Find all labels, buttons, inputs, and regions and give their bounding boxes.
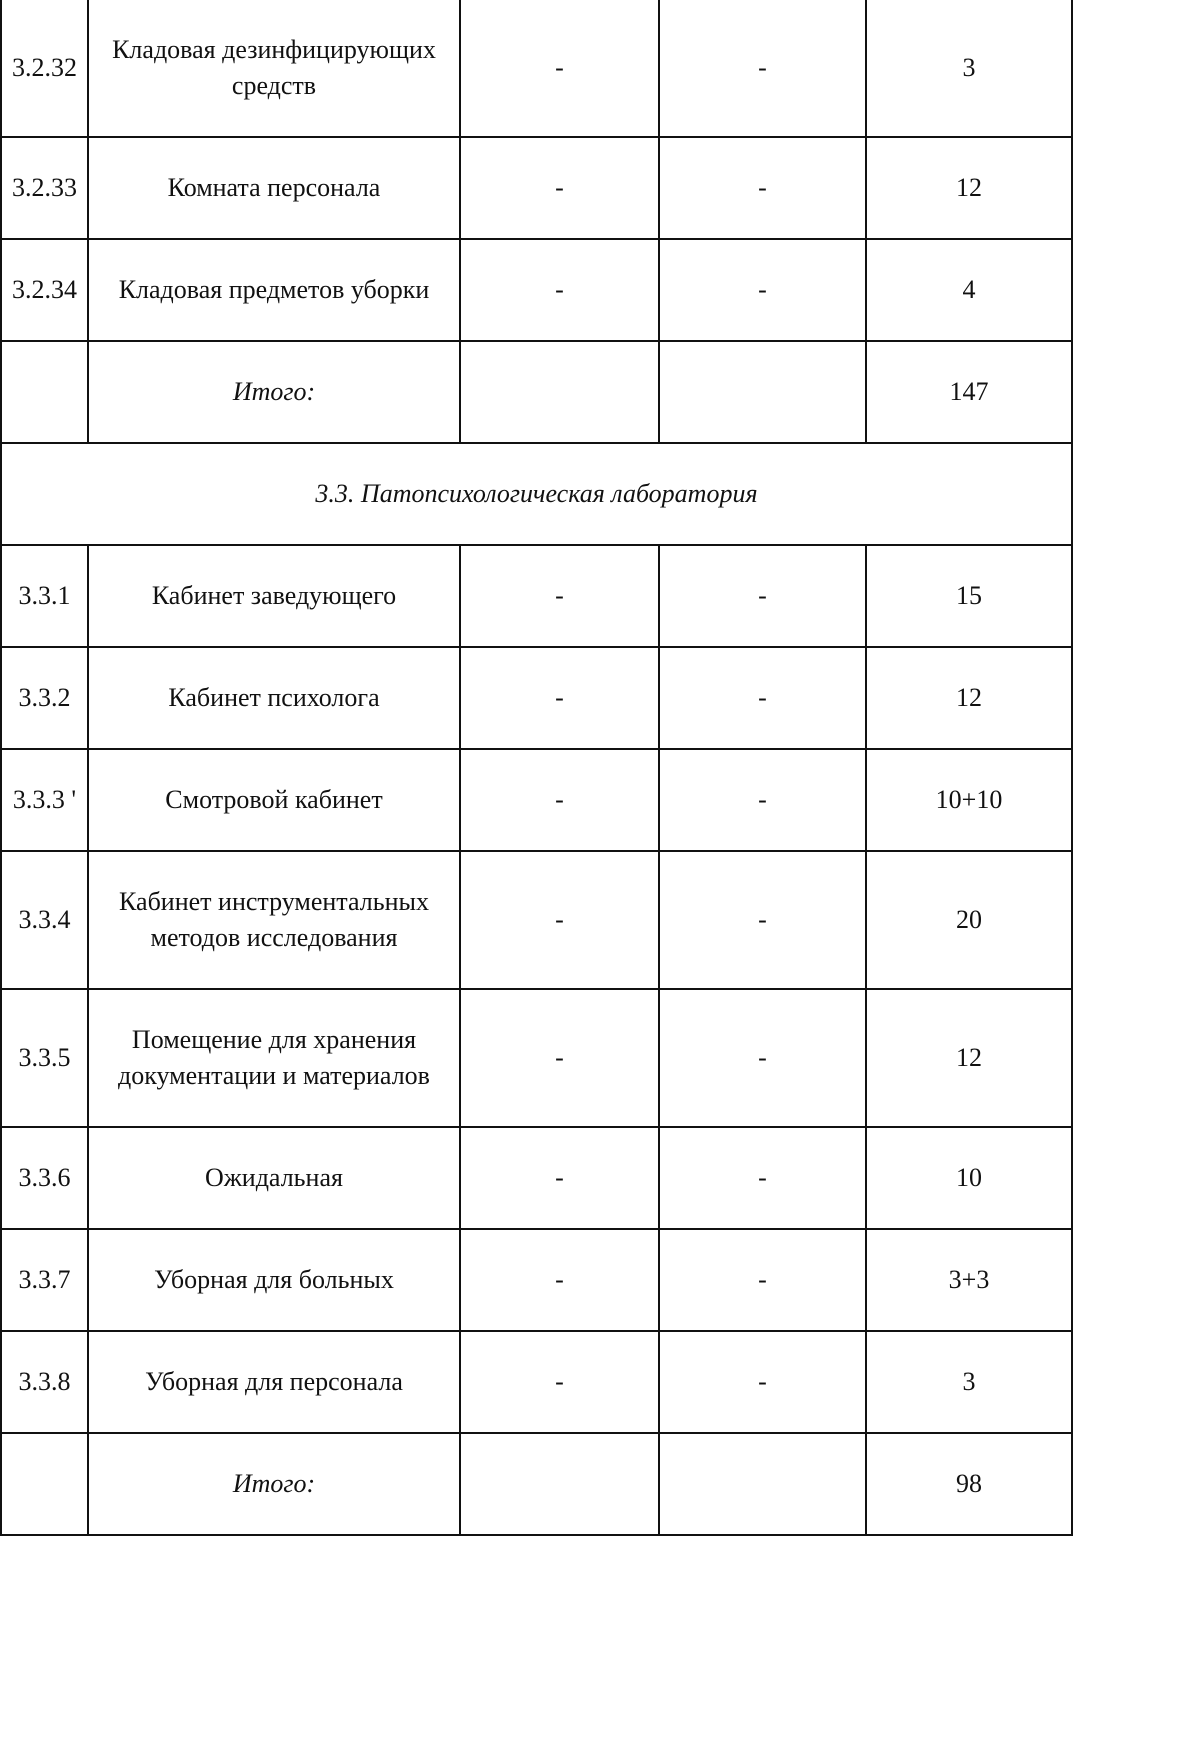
area-value: 12: [866, 647, 1072, 749]
room-name: Уборная для персонала: [88, 1331, 460, 1433]
column-3-value: -: [460, 749, 659, 851]
total-area: 147: [866, 341, 1072, 443]
column-3-value: -: [460, 851, 659, 989]
area-value: 10+10: [866, 749, 1072, 851]
table-row: [1, 647, 1072, 749]
column-4-value: -: [659, 137, 866, 239]
column-4-value: -: [659, 1331, 866, 1433]
room-name: Кладовая предметов уборки: [88, 239, 460, 341]
row-number: 3.3.3 ': [1, 749, 88, 851]
room-name: Смотровой кабинет: [88, 749, 460, 851]
column-3-value: -: [460, 239, 659, 341]
table-row: [1, 989, 1072, 1127]
area-value: 12: [866, 137, 1072, 239]
section-title: 3.3. Патопсихологическая лаборатория: [1, 443, 1072, 545]
row-number: 3.3.2: [1, 647, 88, 749]
area-value: 4: [866, 239, 1072, 341]
column-4-value: -: [659, 0, 866, 137]
row-number: 3.3.5: [1, 989, 88, 1127]
column-3-value: [460, 341, 659, 443]
column-4-value: -: [659, 1127, 866, 1229]
total-label: Итого:: [88, 1433, 460, 1535]
column-4-value: [659, 1433, 866, 1535]
table-row: [1, 851, 1072, 989]
table-row: [1, 545, 1072, 647]
room-name: Уборная для больных: [88, 1229, 460, 1331]
area-value: 12: [866, 989, 1072, 1127]
column-3-value: -: [460, 647, 659, 749]
area-value: 20: [866, 851, 1072, 989]
row-number: [1, 341, 88, 443]
area-value: 10: [866, 1127, 1072, 1229]
table-row: [1, 749, 1072, 851]
row-number: 3.3.1: [1, 545, 88, 647]
column-3-value: -: [460, 0, 659, 137]
table-row: [1, 1229, 1072, 1331]
row-number: 3.3.8: [1, 1331, 88, 1433]
table-row: [1, 1331, 1072, 1433]
column-3-value: [460, 1433, 659, 1535]
table-row: [1, 0, 1072, 137]
column-4-value: -: [659, 545, 866, 647]
column-3-value: -: [460, 137, 659, 239]
area-value: 3: [866, 0, 1072, 137]
column-3-value: -: [460, 1229, 659, 1331]
column-4-value: -: [659, 749, 866, 851]
column-4-value: -: [659, 1229, 866, 1331]
row-number: 3.3.7: [1, 1229, 88, 1331]
row-number: [1, 1433, 88, 1535]
row-number: 3.2.34: [1, 239, 88, 341]
column-4-value: -: [659, 851, 866, 989]
area-value: 15: [866, 545, 1072, 647]
area-value: 3: [866, 1331, 1072, 1433]
column-3-value: -: [460, 1331, 659, 1433]
room-name: Ожидальная: [88, 1127, 460, 1229]
row-number: 3.2.33: [1, 137, 88, 239]
table-row: [1, 1127, 1072, 1229]
room-name: Помещение для хранения документации и материалов: [88, 989, 460, 1127]
column-4-value: -: [659, 647, 866, 749]
total-row: [1, 1433, 1072, 1535]
column-4-value: [659, 341, 866, 443]
room-name: Комната персонала: [88, 137, 460, 239]
total-label: Итого:: [88, 341, 460, 443]
column-3-value: -: [460, 1127, 659, 1229]
column-4-value: -: [659, 239, 866, 341]
row-number: 3.3.6: [1, 1127, 88, 1229]
column-3-value: -: [460, 989, 659, 1127]
section-header-row: [1, 443, 1072, 545]
table-row: [1, 137, 1072, 239]
row-number: 3.2.32: [1, 0, 88, 137]
total-row: [1, 341, 1072, 443]
column-3-value: -: [460, 545, 659, 647]
area-value: 3+3: [866, 1229, 1072, 1331]
row-number: 3.3.4: [1, 851, 88, 989]
room-name: Кабинет заведующего: [88, 545, 460, 647]
total-area: 98: [866, 1433, 1072, 1535]
room-name: Кладовая дезинфицирующих средств: [88, 0, 460, 137]
table-row: [1, 239, 1072, 341]
room-name: Кабинет инструментальных методов исследования: [88, 851, 460, 989]
room-name: Кабинет психолога: [88, 647, 460, 749]
column-4-value: -: [659, 989, 866, 1127]
